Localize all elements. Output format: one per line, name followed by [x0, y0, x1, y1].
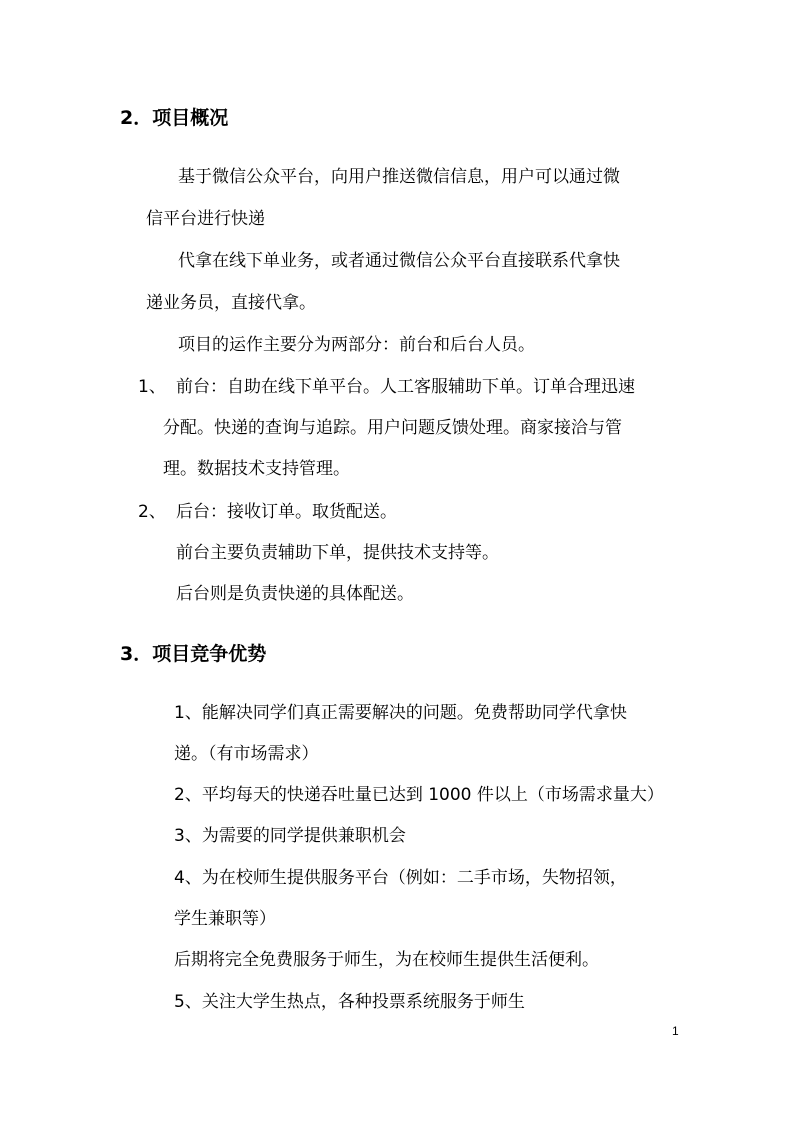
section-3-line: 5、关注大学生热点，各种投票系统服务于师生	[174, 992, 525, 1012]
section-3-line: 学生兼职等）	[174, 909, 276, 929]
section-2-paragraph-line: 递业务员，直接代拿。	[146, 293, 316, 313]
list-item-line: 后台：接收订单。取货配送。	[176, 502, 397, 522]
section-3-line: 4、为在校师生提供服务平台（例如：二手市场，失物招领，	[174, 868, 627, 888]
section-3-line: 后期将完全免费服务于师生，为在校师生提供生活便利。	[174, 950, 599, 970]
section-3-line: 3、为需要的同学提供兼职机会	[174, 826, 406, 846]
section-2-note-line: 前台主要负责辅助下单，提供技术支持等。	[176, 543, 499, 563]
section-3-line: 1、能解决同学们真正需要解决的问题。免费帮助同学代拿快	[174, 703, 627, 723]
section-2-heading: 2．项目概况	[120, 107, 229, 129]
section-2-paragraph-line: 信平台进行快递	[146, 209, 265, 229]
list-item-line: 前台：自助在线下单平台。人工客服辅助下单。订单合理迅速	[176, 377, 635, 397]
section-2-paragraph-line: 项目的运作主要分为两部分：前台和后台人员。	[178, 335, 535, 355]
list-item-marker: 2、	[138, 502, 166, 522]
list-item-marker: 1、	[138, 377, 166, 397]
section-2-note-line: 后台则是负责快递的具体配送。	[176, 584, 414, 604]
section-3-line: 递。（有市场需求）	[174, 744, 319, 764]
list-item-line: 理。数据技术支持管理。	[163, 459, 350, 479]
list-item-line: 分配。快递的查询与追踪。用户问题反馈处理。商家接洽与管	[163, 418, 622, 438]
section-3-line: 2、平均每天的快递吞吐量已达到 1000 件以上（市场需求量大）	[174, 785, 664, 805]
section-2-paragraph-line: 基于微信公众平台，向用户推送微信信息，用户可以通过微	[178, 167, 620, 187]
section-2-paragraph-line: 代拿在线下单业务，或者通过微信公众平台直接联系代拿快	[178, 251, 620, 271]
page-number: 1	[672, 1024, 679, 1038]
section-3-heading: 3．项目竞争优势	[120, 643, 267, 665]
